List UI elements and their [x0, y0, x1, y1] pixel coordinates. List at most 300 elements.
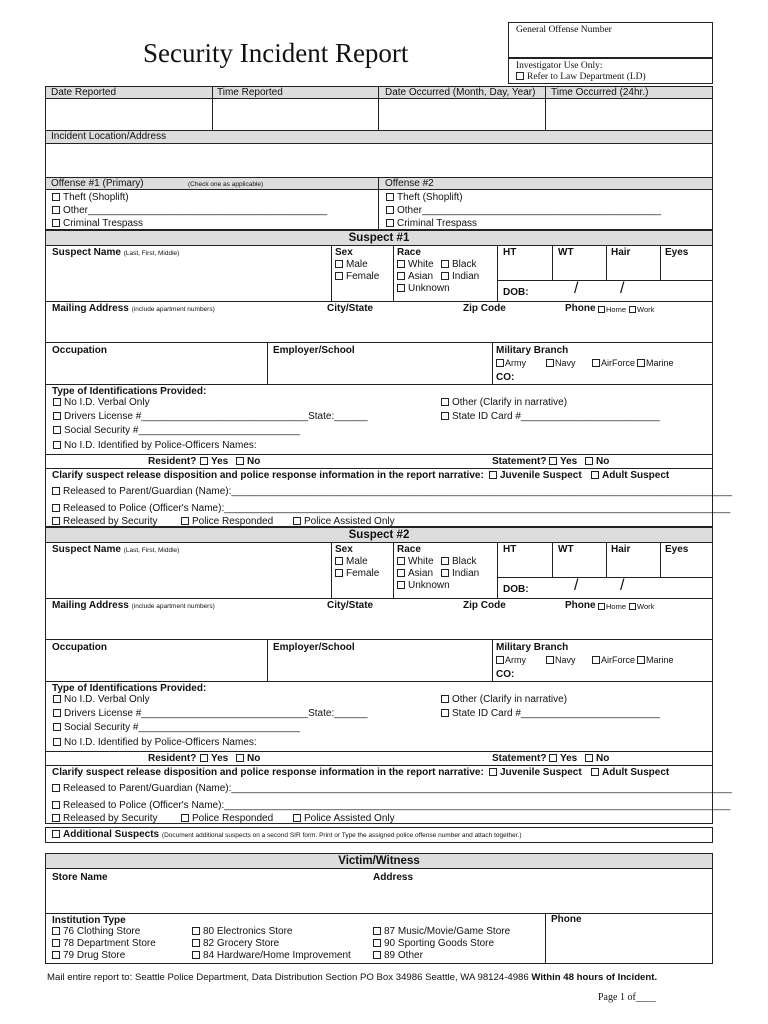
work-label: Work — [637, 305, 655, 314]
suspect2-mailing-label — [52, 600, 215, 613]
army-label: Army — [505, 358, 526, 368]
suspect2-sex-label: Sex — [335, 544, 353, 555]
mailing-note: (include apartment numbers) — [131, 306, 215, 313]
suspect2-race-indian-label: Indian — [452, 568, 480, 579]
checkbox[interactable] — [192, 939, 200, 947]
checkbox[interactable] — [441, 272, 449, 280]
deadline-text: Within 48 hours of Incident. — [531, 972, 658, 983]
label: Theft (Shoplift) — [63, 192, 129, 203]
suspect1-resident-yes-label: Yes — [211, 456, 229, 467]
suspect2-race-unknown[interactable] — [397, 580, 450, 592]
institution-type-option[interactable] — [373, 950, 423, 962]
suspect2-id-no-police-label: No I.D. Identified by Police-Officers Names: — [64, 737, 257, 748]
suspect2-physical-fields[interactable] — [499, 557, 711, 575]
suspect1-mailing-field[interactable] — [47, 316, 711, 341]
checkbox[interactable] — [585, 457, 593, 465]
suspect1-statement-yes[interactable] — [549, 456, 577, 468]
suspect2-police-assisted[interactable] — [293, 813, 395, 825]
suspect1-id-state[interactable] — [441, 411, 660, 423]
suspect2-police-responded-label: Police Responded — [192, 813, 274, 824]
investigator-use-label: Investigator Use Only: — [516, 61, 603, 71]
checkbox[interactable] — [53, 723, 61, 731]
suspect2-id-no-verbal-label: No I.D. Verbal Only — [64, 694, 150, 705]
checkbox[interactable] — [637, 656, 645, 664]
rule — [45, 639, 713, 640]
suspect1-id-no-verbal-label: No I.D. Verbal Only — [64, 397, 150, 408]
checkbox[interactable] — [546, 656, 554, 664]
mail-text: Mail entire report to: Seattle Police Department, Data Distribution Section PO Box 34986 Seattle, WA 98124-4986 — [47, 972, 529, 983]
checkbox[interactable] — [53, 441, 61, 449]
location-label: Incident Location/Address — [51, 131, 167, 142]
suspect2-phone-label: Phone — [565, 600, 596, 611]
offense2-theft[interactable] — [386, 192, 463, 204]
suspect1-military-marine[interactable] — [637, 358, 674, 368]
label: Other___________________________________________ — [397, 205, 662, 216]
mail-instructions — [47, 972, 657, 984]
institution-type-label: 80 Electronics Store — [203, 926, 293, 937]
checkbox[interactable] — [591, 768, 599, 776]
store-name-label: Store Name — [52, 872, 108, 883]
suspect1-race-asian-label: Asian — [408, 271, 434, 282]
suspect2-resident-label: Resident? — [148, 753, 197, 764]
checkbox[interactable] — [53, 738, 61, 746]
suspect1-resident-yes[interactable] — [200, 456, 228, 468]
checkbox[interactable] — [397, 569, 405, 577]
suspect2-zip-label: Zip Code — [463, 600, 506, 611]
checkbox[interactable] — [335, 272, 343, 280]
suspect2-race-black[interactable] — [441, 556, 476, 568]
suspect1-sex-female[interactable] — [335, 271, 379, 283]
institution-type-option[interactable] — [192, 938, 279, 950]
suspect1-id-state-label: State ID Card #_________________________ — [452, 411, 660, 422]
checkbox[interactable] — [192, 927, 200, 935]
suspect2-id-state-label: State ID Card #_________________________ — [452, 708, 660, 719]
suspect2-statement-yes-label: Yes — [560, 753, 578, 764]
suspect1-police-assisted-label: Police Assisted Only — [304, 516, 395, 527]
check-note: (Check one as applicable) — [188, 181, 264, 188]
date-occurred-field[interactable] — [379, 100, 544, 130]
suspect1-id-ssn[interactable] — [53, 425, 300, 437]
suspect2-rel-security[interactable] — [52, 813, 158, 825]
offense1-trespass[interactable] — [52, 218, 143, 230]
checkbox[interactable] — [200, 754, 208, 762]
institution-type-label: 87 Music/Movie/Game Store — [384, 926, 511, 937]
rule — [267, 639, 268, 681]
suspect2-juvenile-label: Juvenile Suspect — [500, 767, 582, 778]
additional-note: (Document additional suspects on a second SIR form. Print or Type the assigned police offense number and attach together.) — [161, 832, 522, 839]
suspect2-phone-home[interactable] — [598, 602, 626, 611]
suspect1-police-responded-label: Police Responded — [192, 516, 274, 527]
suspect2-name-field[interactable] — [47, 557, 329, 596]
suspect2-military-label: Military Branch — [496, 642, 569, 653]
suspect2-heading: Suspect #2 — [45, 527, 713, 543]
checkbox[interactable] — [516, 72, 524, 80]
checkbox[interactable] — [397, 260, 405, 268]
suspect2-mailing-field[interactable] — [47, 613, 711, 638]
suspect2-dob-field[interactable] — [530, 579, 710, 596]
checkbox[interactable] — [441, 709, 449, 717]
suspect1-sex-label: Sex — [335, 247, 353, 258]
suspect2-rel-police[interactable] — [52, 800, 730, 812]
suspect1-rel-police[interactable] — [52, 503, 730, 515]
suspect1-sex-female-label: Female — [346, 271, 380, 282]
checkbox[interactable] — [441, 569, 449, 577]
suspect1-id-drivers-label: Drivers License #______________________________State:______ — [64, 411, 368, 422]
suspect1-race-indian[interactable] — [441, 271, 479, 283]
suspect2-sex-male-label: Male — [346, 556, 368, 567]
checkbox[interactable] — [591, 471, 599, 479]
checkbox[interactable] — [441, 695, 449, 703]
institution-type-option[interactable] — [373, 926, 510, 938]
suspect1-military-navy[interactable] — [546, 358, 576, 368]
suspect2-statement-no[interactable] — [585, 753, 609, 765]
suspect1-military-label: Military Branch — [496, 345, 569, 356]
suspect1-military-army[interactable] — [496, 358, 526, 368]
suspect2-race-label: Race — [397, 544, 421, 555]
victim-heading: Victim/Witness — [45, 853, 713, 869]
mailing-label-text: Mailing Address — [52, 600, 129, 611]
checkbox[interactable] — [52, 814, 60, 822]
suspect1-occupation-field[interactable] — [47, 358, 265, 382]
checkbox[interactable] — [629, 603, 636, 610]
checkbox[interactable] — [53, 398, 61, 406]
suspect1-employer-field[interactable] — [269, 358, 490, 382]
institution-type-label: 79 Drug Store — [63, 950, 126, 961]
suspect1-id-no-police-label: No I.D. Identified by Police-Officers Names: — [64, 440, 257, 451]
suspect1-rel-police-label: Released to Police (Officer's Name):___________________________________________________________________________________________ — [63, 503, 731, 514]
marine-label: Marine — [646, 358, 674, 368]
suspect1-rel-security-label: Released by Security — [63, 516, 158, 527]
suspect1-zip-label: Zip Code — [463, 303, 506, 314]
checkbox[interactable] — [52, 517, 60, 525]
rule — [45, 301, 713, 302]
suspect2-id-drivers-label: Drivers License #______________________________State:______ — [64, 708, 368, 719]
store-address-field[interactable] — [370, 884, 710, 912]
suspect1-physical-fields[interactable] — [499, 260, 711, 278]
label: Other___________________________________________ — [63, 205, 328, 216]
suspect1-hair-label: Hair — [611, 247, 631, 258]
checkbox[interactable] — [52, 206, 60, 214]
suspect1-race-black[interactable] — [441, 259, 476, 271]
suspect1-phone-home[interactable] — [598, 305, 626, 314]
suspect1-id-no-verbal[interactable] — [53, 397, 150, 409]
suspect1-race-white[interactable] — [397, 259, 434, 271]
checkbox[interactable] — [373, 951, 381, 959]
suspect1-wt-label: WT — [558, 247, 574, 258]
suspect2-military-navy[interactable] — [546, 655, 576, 665]
checkbox[interactable] — [397, 284, 405, 292]
rule — [497, 245, 498, 301]
suspect2-dob-label: DOB: — [503, 584, 529, 595]
checkbox[interactable] — [441, 557, 449, 565]
checkbox[interactable] — [598, 306, 605, 313]
suspect1-sex-male[interactable] — [335, 259, 368, 271]
checkbox[interactable] — [53, 426, 61, 434]
checkbox[interactable] — [629, 306, 636, 313]
checkbox[interactable] — [52, 801, 60, 809]
rule — [45, 468, 713, 469]
checkbox[interactable] — [236, 754, 244, 762]
checkbox[interactable] — [386, 219, 394, 227]
suspect1-military-airforce[interactable] — [592, 358, 635, 368]
checkbox[interactable] — [397, 557, 405, 565]
suspect1-id-other-label: Other (Clarify in narrative) — [452, 397, 568, 408]
checkbox[interactable] — [386, 193, 394, 201]
rule — [45, 598, 713, 599]
suspect1-id-other[interactable] — [441, 397, 567, 409]
checkbox[interactable] — [52, 193, 60, 201]
date-reported-field[interactable] — [46, 100, 211, 130]
rule — [45, 751, 713, 752]
suspect2-phone-work[interactable] — [629, 602, 654, 611]
checkbox[interactable] — [52, 830, 60, 838]
checkbox[interactable] — [200, 457, 208, 465]
suspect2-id-other[interactable] — [441, 694, 567, 706]
suspect1-eyes-label: Eyes — [665, 247, 689, 258]
army-label: Army — [505, 655, 526, 665]
suspect2-id-other-label: Other (Clarify in narrative) — [452, 694, 568, 705]
checkbox[interactable] — [293, 517, 301, 525]
suspect2-employer-field[interactable] — [269, 655, 490, 679]
suspect2-id-no-police[interactable] — [53, 737, 257, 749]
suspect1-city-label: City/State — [327, 303, 374, 314]
suspect2-rel-parent[interactable] — [52, 783, 732, 795]
suspect2-rel-police-label: Released to Police (Officer's Name):___________________________________________________________________________________________ — [63, 800, 731, 811]
checkbox[interactable] — [585, 754, 593, 762]
rule — [45, 454, 713, 455]
refer-ld-checkbox-row[interactable] — [516, 71, 646, 83]
checkbox[interactable] — [52, 504, 60, 512]
time-occurred-label: Time Occurred (24hr.) — [551, 87, 649, 98]
home-label: Home — [606, 602, 627, 611]
airforce-label: AirForce — [601, 655, 636, 665]
suspect1-dob-slash-2: / — [620, 280, 625, 297]
navy-label: Navy — [555, 358, 576, 368]
checkbox[interactable] — [53, 412, 61, 420]
checkbox[interactable] — [335, 557, 343, 565]
offense1-other[interactable] — [52, 205, 327, 217]
checkbox[interactable] — [335, 260, 343, 268]
rule — [393, 542, 394, 598]
suspect2-juvenile[interactable] — [489, 767, 582, 779]
airforce-label: AirForce — [601, 358, 636, 368]
institution-type-option[interactable] — [192, 926, 293, 938]
checkbox[interactable] — [373, 927, 381, 935]
suspect1-juvenile[interactable] — [489, 470, 582, 482]
suspect2-statement-no-label: No — [596, 753, 610, 764]
institution-type-label: 78 Department Store — [63, 938, 156, 949]
suspect2-id-state[interactable] — [441, 708, 660, 720]
suspect1-name-field[interactable] — [47, 260, 329, 299]
suspect1-statement-no-label: No — [596, 456, 610, 467]
checkbox[interactable] — [52, 951, 60, 959]
suspect2-race-indian[interactable] — [441, 568, 479, 580]
checkbox[interactable] — [546, 359, 554, 367]
additional-label: Additional Suspects — [63, 829, 160, 840]
rule — [497, 542, 498, 598]
checkbox[interactable] — [598, 603, 605, 610]
home-label: Home — [606, 305, 627, 314]
location-field[interactable] — [46, 145, 712, 177]
suspect2-adult-label: Adult Suspect — [602, 767, 670, 778]
checkbox[interactable] — [549, 754, 557, 762]
offense2-trespass[interactable] — [386, 218, 477, 230]
checkbox[interactable] — [236, 457, 244, 465]
institution-type-label: 84 Hardware/Home Improvement — [203, 950, 351, 961]
suspect2-race-unknown-label: Unknown — [408, 580, 450, 591]
checkbox[interactable] — [335, 569, 343, 577]
suspect2-adult[interactable] — [591, 767, 669, 779]
time-occurred-field[interactable] — [546, 100, 712, 130]
suspect1-id-drivers[interactable] — [53, 411, 368, 423]
checkbox[interactable] — [181, 814, 189, 822]
suspect1-id-ssn-label: Social Security #_____________________________ — [64, 425, 300, 436]
suspect1-mailing-label — [52, 303, 215, 316]
suspect2-statement-yes[interactable] — [549, 753, 577, 765]
checkbox[interactable] — [386, 206, 394, 214]
checkbox[interactable] — [397, 581, 405, 589]
checkbox[interactable] — [53, 695, 61, 703]
suspect2-employer-label: Employer/School — [273, 642, 355, 653]
suspect1-resident-no-label: No — [247, 456, 261, 467]
suspect2-sex-male[interactable] — [335, 556, 368, 568]
page-number: Page 1 of____ — [598, 992, 656, 1003]
suspect2-statement-label: Statement? — [492, 753, 547, 764]
checkbox[interactable] — [373, 939, 381, 947]
marine-label: Marine — [646, 655, 674, 665]
checkbox[interactable] — [637, 359, 645, 367]
suspect2-eyes-label: Eyes — [665, 544, 689, 555]
suspect2-resident-no[interactable] — [236, 753, 260, 765]
label: Criminal Trespass — [63, 218, 144, 229]
suspect1-race-unknown[interactable] — [397, 283, 450, 295]
suspect2-resident-yes[interactable] — [200, 753, 228, 765]
suspect2-dob-slash-1: / — [574, 577, 579, 594]
suspect1-dob-slash-1: / — [574, 280, 579, 297]
rule — [393, 245, 394, 301]
suspect2-race-white[interactable] — [397, 556, 434, 568]
offense2-other[interactable] — [386, 205, 661, 217]
time-reported-field[interactable] — [213, 100, 377, 130]
institution-type-option[interactable] — [52, 950, 125, 962]
suspect2-military-army[interactable] — [496, 655, 526, 665]
institution-type-option[interactable] — [52, 926, 140, 938]
page-title: Security Incident Report — [143, 38, 409, 68]
suspect2-military-marine[interactable] — [637, 655, 674, 665]
date-occurred-label: Date Occurred (Month, Day, Year) — [385, 87, 536, 98]
suspect2-occupation-field[interactable] — [47, 655, 265, 679]
rule — [331, 245, 332, 301]
checkbox[interactable] — [592, 359, 600, 367]
suspect1-dob-field[interactable] — [530, 282, 710, 299]
suspect1-id-no-police[interactable] — [53, 440, 257, 452]
checkbox[interactable] — [52, 784, 60, 792]
institution-type-option[interactable] — [373, 938, 494, 950]
rule — [267, 342, 268, 384]
checkbox[interactable] — [52, 939, 60, 947]
suspect2-race-asian[interactable] — [397, 568, 433, 580]
offense1-theft[interactable] — [52, 192, 129, 204]
store-name-field[interactable] — [46, 884, 366, 912]
suspect1-sex-male-label: Male — [346, 259, 368, 270]
label: Criminal Trespass — [397, 218, 478, 229]
mailing-note: (include apartment numbers) — [131, 603, 215, 610]
checkbox[interactable] — [489, 768, 497, 776]
additional-suspects-checkbox[interactable] — [52, 829, 522, 842]
rule — [45, 765, 713, 766]
suspect1-statement-no[interactable] — [585, 456, 609, 468]
victim-phone-label: Phone — [551, 914, 582, 925]
checkbox[interactable] — [53, 709, 61, 717]
victim-phone-field[interactable] — [548, 928, 710, 961]
checkbox[interactable] — [52, 219, 60, 227]
suspect2-id-drivers[interactable] — [53, 708, 368, 720]
suspect1-heading: Suspect #1 — [45, 230, 713, 246]
suspect1-race-asian[interactable] — [397, 271, 433, 283]
checkbox[interactable] — [549, 457, 557, 465]
checkbox[interactable] — [52, 487, 60, 495]
institution-type-option[interactable] — [52, 938, 156, 950]
suspect1-adult[interactable] — [591, 470, 669, 482]
suspect1-race-label: Race — [397, 247, 421, 258]
checkbox[interactable] — [441, 260, 449, 268]
checkbox[interactable] — [496, 359, 504, 367]
institution-type-option[interactable] — [192, 950, 351, 962]
suspect2-military-airforce[interactable] — [592, 655, 635, 665]
navy-label: Navy — [555, 655, 576, 665]
suspect1-name-label — [52, 247, 179, 260]
name-note: (Last, First, Middle) — [123, 547, 180, 554]
suspect2-name-label — [52, 544, 179, 557]
work-label: Work — [637, 602, 655, 611]
suspect2-id-ssn[interactable] — [53, 722, 300, 734]
suspect2-co-label: CO: — [496, 669, 515, 680]
suspect2-resident-yes-label: Yes — [211, 753, 229, 764]
rule — [497, 280, 713, 281]
checkbox[interactable] — [441, 412, 449, 420]
suspect2-wt-label: WT — [558, 544, 574, 555]
checkbox[interactable] — [496, 656, 504, 664]
suspect1-dob-label: DOB: — [503, 287, 529, 298]
checkbox[interactable] — [397, 272, 405, 280]
checkbox[interactable] — [441, 398, 449, 406]
suspect2-police-responded[interactable] — [181, 813, 273, 825]
name-label-text: Suspect Name — [52, 544, 121, 555]
suspect1-race-white-label: White — [408, 259, 434, 270]
checkbox[interactable] — [489, 471, 497, 479]
checkbox[interactable] — [52, 927, 60, 935]
suspect1-resident-no[interactable] — [236, 456, 260, 468]
suspect2-id-types-label: Type of Identifications Provided: — [52, 683, 207, 694]
time-reported-label: Time Reported — [217, 87, 283, 98]
checkbox[interactable] — [592, 656, 600, 664]
rule — [45, 342, 713, 343]
suspect1-adult-label: Adult Suspect — [602, 470, 670, 481]
checkbox[interactable] — [181, 517, 189, 525]
suspect2-dob-slash-2: / — [620, 577, 625, 594]
rule — [331, 542, 332, 598]
date-reported-label: Date Reported — [51, 87, 117, 98]
suspect1-race-black-label: Black — [452, 259, 477, 270]
checkbox[interactable] — [192, 951, 200, 959]
checkbox[interactable] — [293, 814, 301, 822]
institution-type-label: 82 Grocery Store — [203, 938, 280, 949]
suspect2-sex-female[interactable] — [335, 568, 379, 580]
suspect2-rel-security-label: Released by Security — [63, 813, 158, 824]
suspect2-id-no-verbal[interactable] — [53, 694, 150, 706]
suspect1-rel-parent[interactable] — [52, 486, 732, 498]
suspect1-phone-work[interactable] — [629, 305, 654, 314]
